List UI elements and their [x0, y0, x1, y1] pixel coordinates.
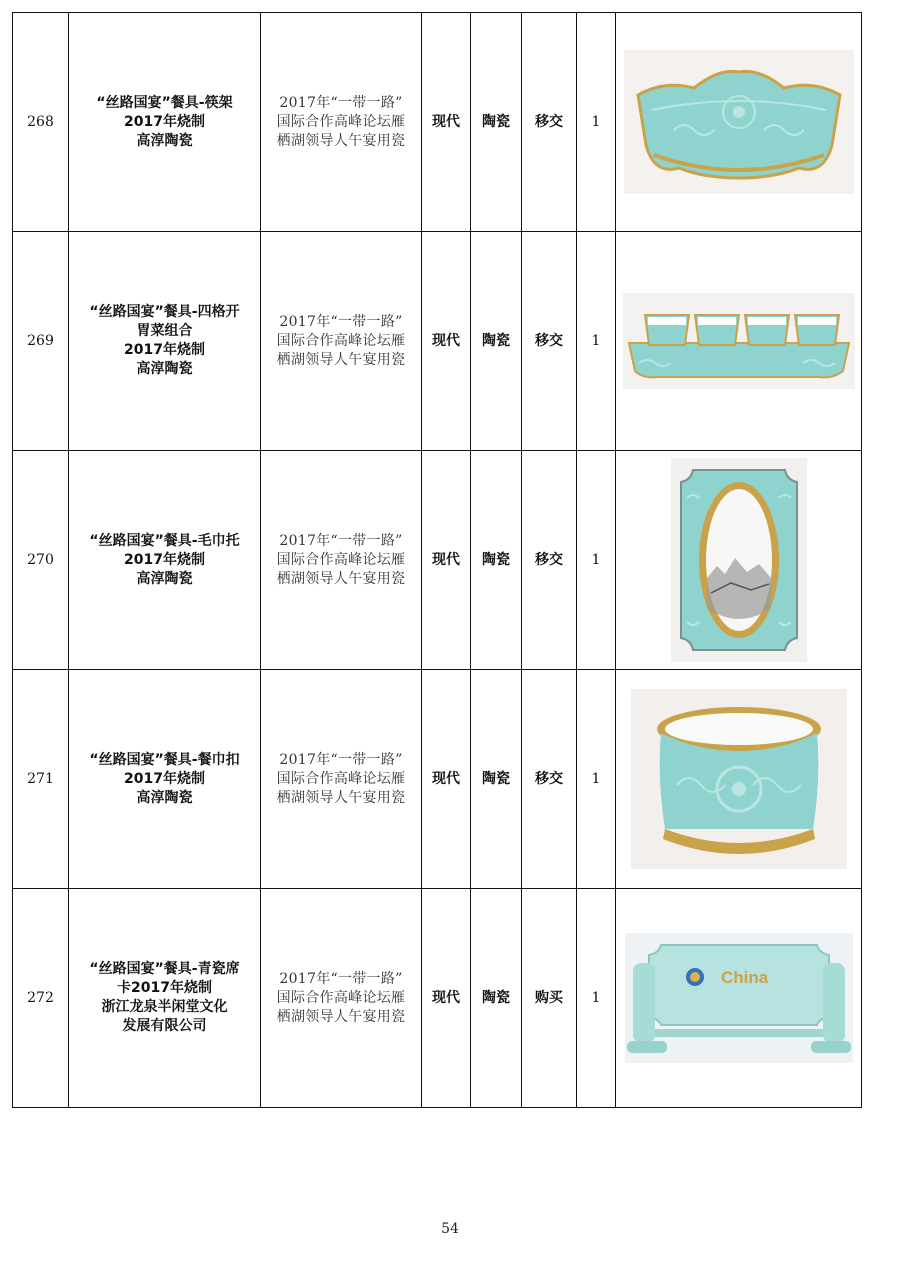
- item-material: 陶瓷: [471, 13, 522, 232]
- item-name: [69, 451, 261, 670]
- item-era: 现代: [422, 13, 471, 232]
- item-name-line: 2017年烧制: [124, 551, 205, 568]
- item-source-line: 国际合作高峰论坛雁: [276, 989, 406, 1006]
- item-acquisition: 移交: [522, 232, 577, 451]
- item-name-line: 发展有限公司: [122, 1018, 207, 1034]
- item-name-line: “丝路国宴”餐具-毛巾托: [89, 532, 240, 549]
- item-acquisition: 移交: [522, 670, 577, 889]
- item-acquisition: 移交: [522, 13, 577, 232]
- item-name-line: 2017年烧制: [124, 770, 205, 787]
- item-quantity: 1: [577, 232, 616, 451]
- item-source-line: 栖湖领导人午宴用瓷: [276, 1008, 406, 1025]
- item-quantity: 1: [577, 889, 616, 1108]
- catalog-table: [12, 12, 862, 1108]
- item-number: 268: [13, 13, 69, 232]
- item-era: 现代: [422, 670, 471, 889]
- place-card-text: China: [720, 968, 768, 987]
- item-name-line: 浙江龙泉半闲堂文化: [101, 999, 228, 1015]
- item-acquisition: 移交: [522, 451, 577, 670]
- item-source: [261, 451, 422, 670]
- item-name-line: 高淳陶瓷: [136, 570, 193, 587]
- table-row: [13, 670, 862, 889]
- item-material: 陶瓷: [471, 232, 522, 451]
- item-source: [261, 670, 422, 889]
- appetizer-set-photo: [623, 293, 855, 389]
- item-name-line: “丝路国宴”餐具-四格开: [89, 304, 240, 320]
- item-source-line: 栖湖领导人午宴用瓷: [276, 789, 406, 806]
- item-name: [69, 889, 261, 1108]
- napkin-ring-photo: [631, 689, 847, 869]
- item-era: 现代: [422, 451, 471, 670]
- item-source-line: 栖湖领导人午宴用瓷: [276, 570, 406, 587]
- item-name-line: 高淳陶瓷: [136, 361, 193, 377]
- item-source: [261, 889, 422, 1108]
- item-source: [261, 232, 422, 451]
- item-name-line: “丝路国宴”餐具-青瓷席: [89, 961, 240, 977]
- item-number: 271: [13, 670, 69, 889]
- item-source-line: 2017年“一带一路”: [279, 313, 403, 330]
- item-source-line: 2017年“一带一路”: [279, 532, 403, 549]
- item-name-line: 高淳陶瓷: [136, 789, 193, 806]
- item-era: 现代: [422, 889, 471, 1108]
- chopstick-rest-photo: [624, 50, 854, 194]
- page-number: 54: [441, 1221, 459, 1237]
- table-row: [13, 232, 862, 451]
- item-source-line: 国际合作高峰论坛雁: [276, 332, 406, 349]
- item-source-line: 国际合作高峰论坛雁: [276, 551, 406, 568]
- item-source-line: 国际合作高峰论坛雁: [276, 770, 406, 787]
- item-source-line: 2017年“一带一路”: [279, 970, 403, 987]
- item-material: 陶瓷: [471, 670, 522, 889]
- place-card-photo: [625, 933, 853, 1063]
- item-quantity: 1: [577, 670, 616, 889]
- item-name-line: 2017年烧制: [124, 113, 205, 130]
- item-name-line: 卡2017年烧制: [117, 980, 212, 996]
- item-name-line: “丝路国宴”餐具-餐巾扣: [89, 751, 240, 768]
- item-number: 272: [13, 889, 69, 1108]
- item-name-line: 2017年烧制: [124, 342, 205, 358]
- item-acquisition: 购买: [522, 889, 577, 1108]
- towel-tray-photo: [671, 458, 807, 662]
- item-name: [69, 13, 261, 232]
- item-source: [261, 13, 422, 232]
- item-number: 269: [13, 232, 69, 451]
- item-era: 现代: [422, 232, 471, 451]
- table-row: [13, 889, 862, 1108]
- item-source-line: 栖湖领导人午宴用瓷: [276, 351, 406, 368]
- table-row: [13, 451, 862, 670]
- item-source-line: 2017年“一带一路”: [279, 94, 403, 111]
- table-row: [13, 13, 862, 232]
- item-name: [69, 232, 261, 451]
- item-source-line: 栖湖领导人午宴用瓷: [276, 132, 406, 149]
- item-material: 陶瓷: [471, 889, 522, 1108]
- item-name: [69, 670, 261, 889]
- item-material: 陶瓷: [471, 451, 522, 670]
- item-source-line: 国际合作高峰论坛雁: [276, 113, 406, 130]
- item-source-line: 2017年“一带一路”: [279, 751, 403, 768]
- item-name-line: 胃菜组合: [136, 323, 193, 339]
- item-quantity: 1: [577, 13, 616, 232]
- item-name-line: 高淳陶瓷: [136, 132, 193, 149]
- item-number: 270: [13, 451, 69, 670]
- item-quantity: 1: [577, 451, 616, 670]
- item-name-line: “丝路国宴”餐具-筷架: [96, 94, 233, 111]
